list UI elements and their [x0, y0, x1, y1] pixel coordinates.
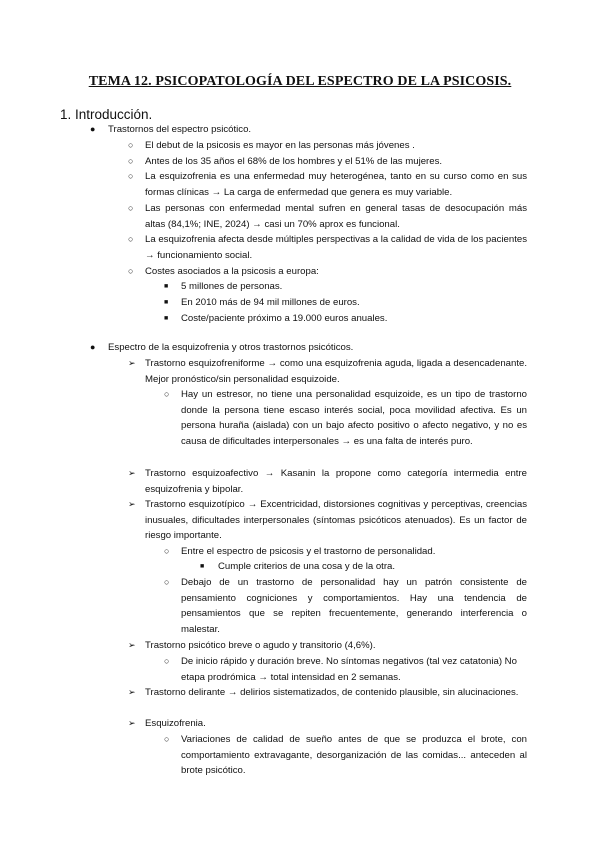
list-item: Esquizofrenia.: [145, 718, 206, 729]
list-item: Hay un estresor, no tiene una personalidad esquizoide, es un tipo de trastorno donde la persona tiene escaso interés social, poca movilidad afectiva. Es un persona huraña (aislada) con un bajo afecto positivo o afecto negativo, y no es causa de dificultades interpersonales → es una falta de interés puro.: [181, 389, 527, 447]
list-item: Debajo de un trastorno de personalidad hay un patrón consistente de pensamiento cogniciones y comportamientos. Hay una tendencia de pensamientos que se repiten frecuentemente, generando interferencia o malestar.: [181, 577, 527, 635]
list-item: Variaciones de calidad de sueño antes de que se produzca el brote, con comportamiento extravagante, desorganización de las comidas... anteceden al brote psicótico.: [181, 734, 527, 777]
list-item: Trastorno delirante → delirios sistematizados, de contenido plausible, sin alucinaciones.: [145, 687, 519, 698]
list-item: Las personas con enfermedad mental sufren en general tasas de desocupación más altas (84,1%; INE, 2024) → casi un 70% aprox es funcional.: [145, 203, 527, 230]
list-item: Trastorno psicótico breve o agudo y transitorio (4,6%).: [145, 640, 376, 651]
bullet-circle: ○: [164, 577, 170, 587]
list-item: La esquizofrenia afecta desde múltiples perspectivas a la calidad de vida de los pacientes → funcionamiento social.: [145, 234, 527, 261]
arrow-bullet-icon: ➢: [128, 687, 136, 697]
arrow-bullet-icon: ➢: [128, 499, 136, 509]
list-item: 5 millones de personas.: [181, 281, 283, 292]
bullet-circle: ○: [128, 140, 134, 150]
page-title: TEMA 12. PSICOPATOLOGÍA DEL ESPECTRO DE LA PSICOSIS.: [88, 74, 512, 89]
arrow-bullet-icon: ➢: [128, 358, 136, 368]
list-item: Costes asociados a la psicosis a europa:: [145, 266, 319, 277]
bullet-circle: ○: [128, 171, 134, 181]
bullet-text: Espectro de la esquizofrenia y otros trastornos psicóticos.: [108, 342, 354, 353]
bullet-circle: ○: [164, 546, 170, 556]
bullet-square: ■: [164, 283, 169, 290]
bullet-circle: ○: [164, 389, 170, 399]
bullet-square: ■: [164, 299, 169, 306]
section-heading: 1. Introducción.: [60, 107, 153, 122]
bullet-text: Trastornos del espectro psicótico.: [108, 124, 252, 135]
list-item: En 2010 más de 94 mil millones de euros.: [181, 297, 360, 308]
bullet-dot: ●: [90, 124, 96, 134]
list-item: El debut de la psicosis es mayor en las personas más jóvenes .: [145, 140, 415, 151]
list-item: Entre el espectro de psicosis y el trastorno de personalidad.: [181, 546, 436, 557]
list-item: Cumple criterios de una cosa y de la otra.: [218, 561, 396, 572]
list-item: Coste/paciente próximo a 19.000 euros anuales.: [181, 313, 388, 324]
bullet-circle: ○: [128, 156, 134, 166]
list-item: Trastorno esquizoafectivo → Kasanin la propone como categoría intermedia entre esquizofrenia y bipolar.: [145, 468, 527, 495]
arrow-bullet-icon: ➢: [128, 468, 136, 478]
list-item: La esquizofrenia es una enfermedad muy heterogénea, tanto en su curso como en sus formas clínicas → La carga de enfermedad que genera es muy variable.: [145, 171, 527, 198]
bullet-square: ■: [200, 563, 205, 570]
list-item: De inicio rápido y duración breve. No síntomas negativos (tal vez catatonia) No etapa prodrómica → total intensidad en 2 semanas.: [181, 656, 517, 683]
list-item: Antes de los 35 años el 68% de los hombres y el 51% de las mujeres.: [145, 156, 443, 167]
bullet-circle: ○: [164, 656, 170, 666]
bullet-circle: ○: [164, 734, 170, 744]
list-item: Trastorno esquizotípico → Excentricidad, distorsiones cognitivas y perceptivas, creencias inusuales, dificultades interpersonales (síntomas psicóticos atenuados). Es un factor de riesgo importante.: [145, 499, 527, 542]
arrow-bullet-icon: ➢: [128, 718, 136, 728]
list-item: Trastorno esquizofreniforme → como una esquizofrenia aguda, ligada a desencadenante. Mejor pronóstico/sin personalidad esquizoide.: [145, 358, 527, 385]
arrow-bullet-icon: ➢: [128, 640, 136, 650]
bullet-square: ■: [164, 315, 169, 322]
bullet-circle: ○: [128, 234, 134, 244]
bullet-dot: ●: [90, 342, 96, 352]
bullet-circle: ○: [128, 266, 134, 276]
bullet-circle: ○: [128, 203, 134, 213]
